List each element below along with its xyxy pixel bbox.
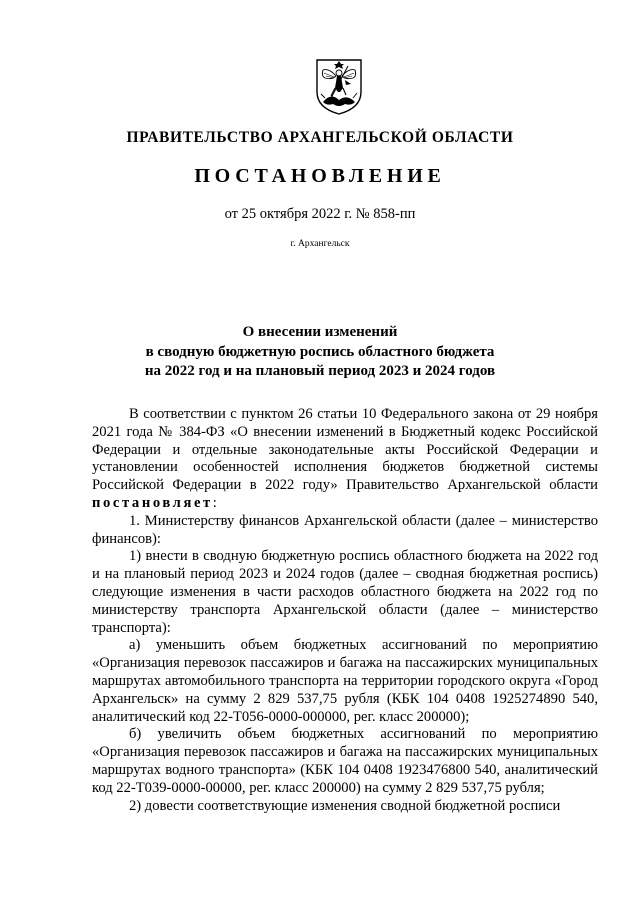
paragraph-subitem-b: б) увеличить объем бюджетных ассигнований по мероприятию «Организация перевозок пассажиров и багажа на пассажирских муниципальных маршрутах водного транспорта» (КБК 104 0408 1923476800 540, аналитический код 22-Т039-0000-00000, рег. класс 200000) на сумму 2 829 537,75 рубля;: [92, 726, 598, 796]
subject-line-2: в сводную бюджетную роспись областного бюджета: [145, 343, 495, 360]
subject-line-3: на 2022 год и на плановый период 2023 и 2024 годов: [144, 363, 496, 379]
paragraph-item-1: 1. Министерству финансов Архангельской области (далее – министерство финансов):: [92, 512, 598, 547]
paragraph-subitem-2: 2) довести соответствующие изменения сводной бюджетной росписи: [129, 797, 561, 814]
preamble-text: В соответствии с пунктом 26 статьи 10 Федерального закона от 29 ноября 2021 года № 384-ФЗ «О внесении изменений в Бюджетный кодекс Российской Федерации и отдельные законодательные акты Российской Федерации и установлении особенностей исполнения бюджетов бюджетной системы Российской Федерации в 2022 году» Правительство Архангельской области: [92, 406, 598, 494]
document-date-number: от 25 октября 2022 г. № 858-пп: [224, 206, 416, 222]
government-name: ПРАВИТЕЛЬСТВО АРХАНГЕЛЬСКОЙ ОБЛАСТИ: [126, 129, 514, 146]
paragraph-preamble: [92, 406, 598, 513]
document-type: ПОСТАНОВЛЕНИЕ: [194, 165, 446, 187]
paragraph-subitem-a: а) уменьшить объем бюджетных ассигнований по мероприятию «Организация перевозок пассажиров и багажа на пассажирских муниципальных маршрутах автомобильного транспорта на территории городского округа «Город Архангельск» на сумму 2 829 537,75 рубля (КБК 104 0408 1925274890 540, аналитический код 22-Т056-0000-000000, рег. класс 200000);: [92, 637, 598, 725]
subject-line-1: О внесении изменений: [242, 324, 398, 340]
document-body: [92, 406, 598, 815]
coat-of-arms-icon: [315, 58, 363, 116]
document-subject: [0, 323, 640, 382]
preamble-end: :: [212, 494, 217, 511]
document-city: г. Архангельск: [290, 239, 350, 249]
paragraph-subitem-1: 1) внести в сводную бюджетную роспись областного бюджета на 2022 год и на плановый период 2023 и 2024 годов (далее – сводная бюджетная роспись) следующие изменения в части расходов областного бюджета на 2022 год по министерству транспорта Архангельской области (далее – министерство транспорта):: [92, 548, 598, 636]
preamble-keyword: постановляет: [92, 494, 213, 511]
